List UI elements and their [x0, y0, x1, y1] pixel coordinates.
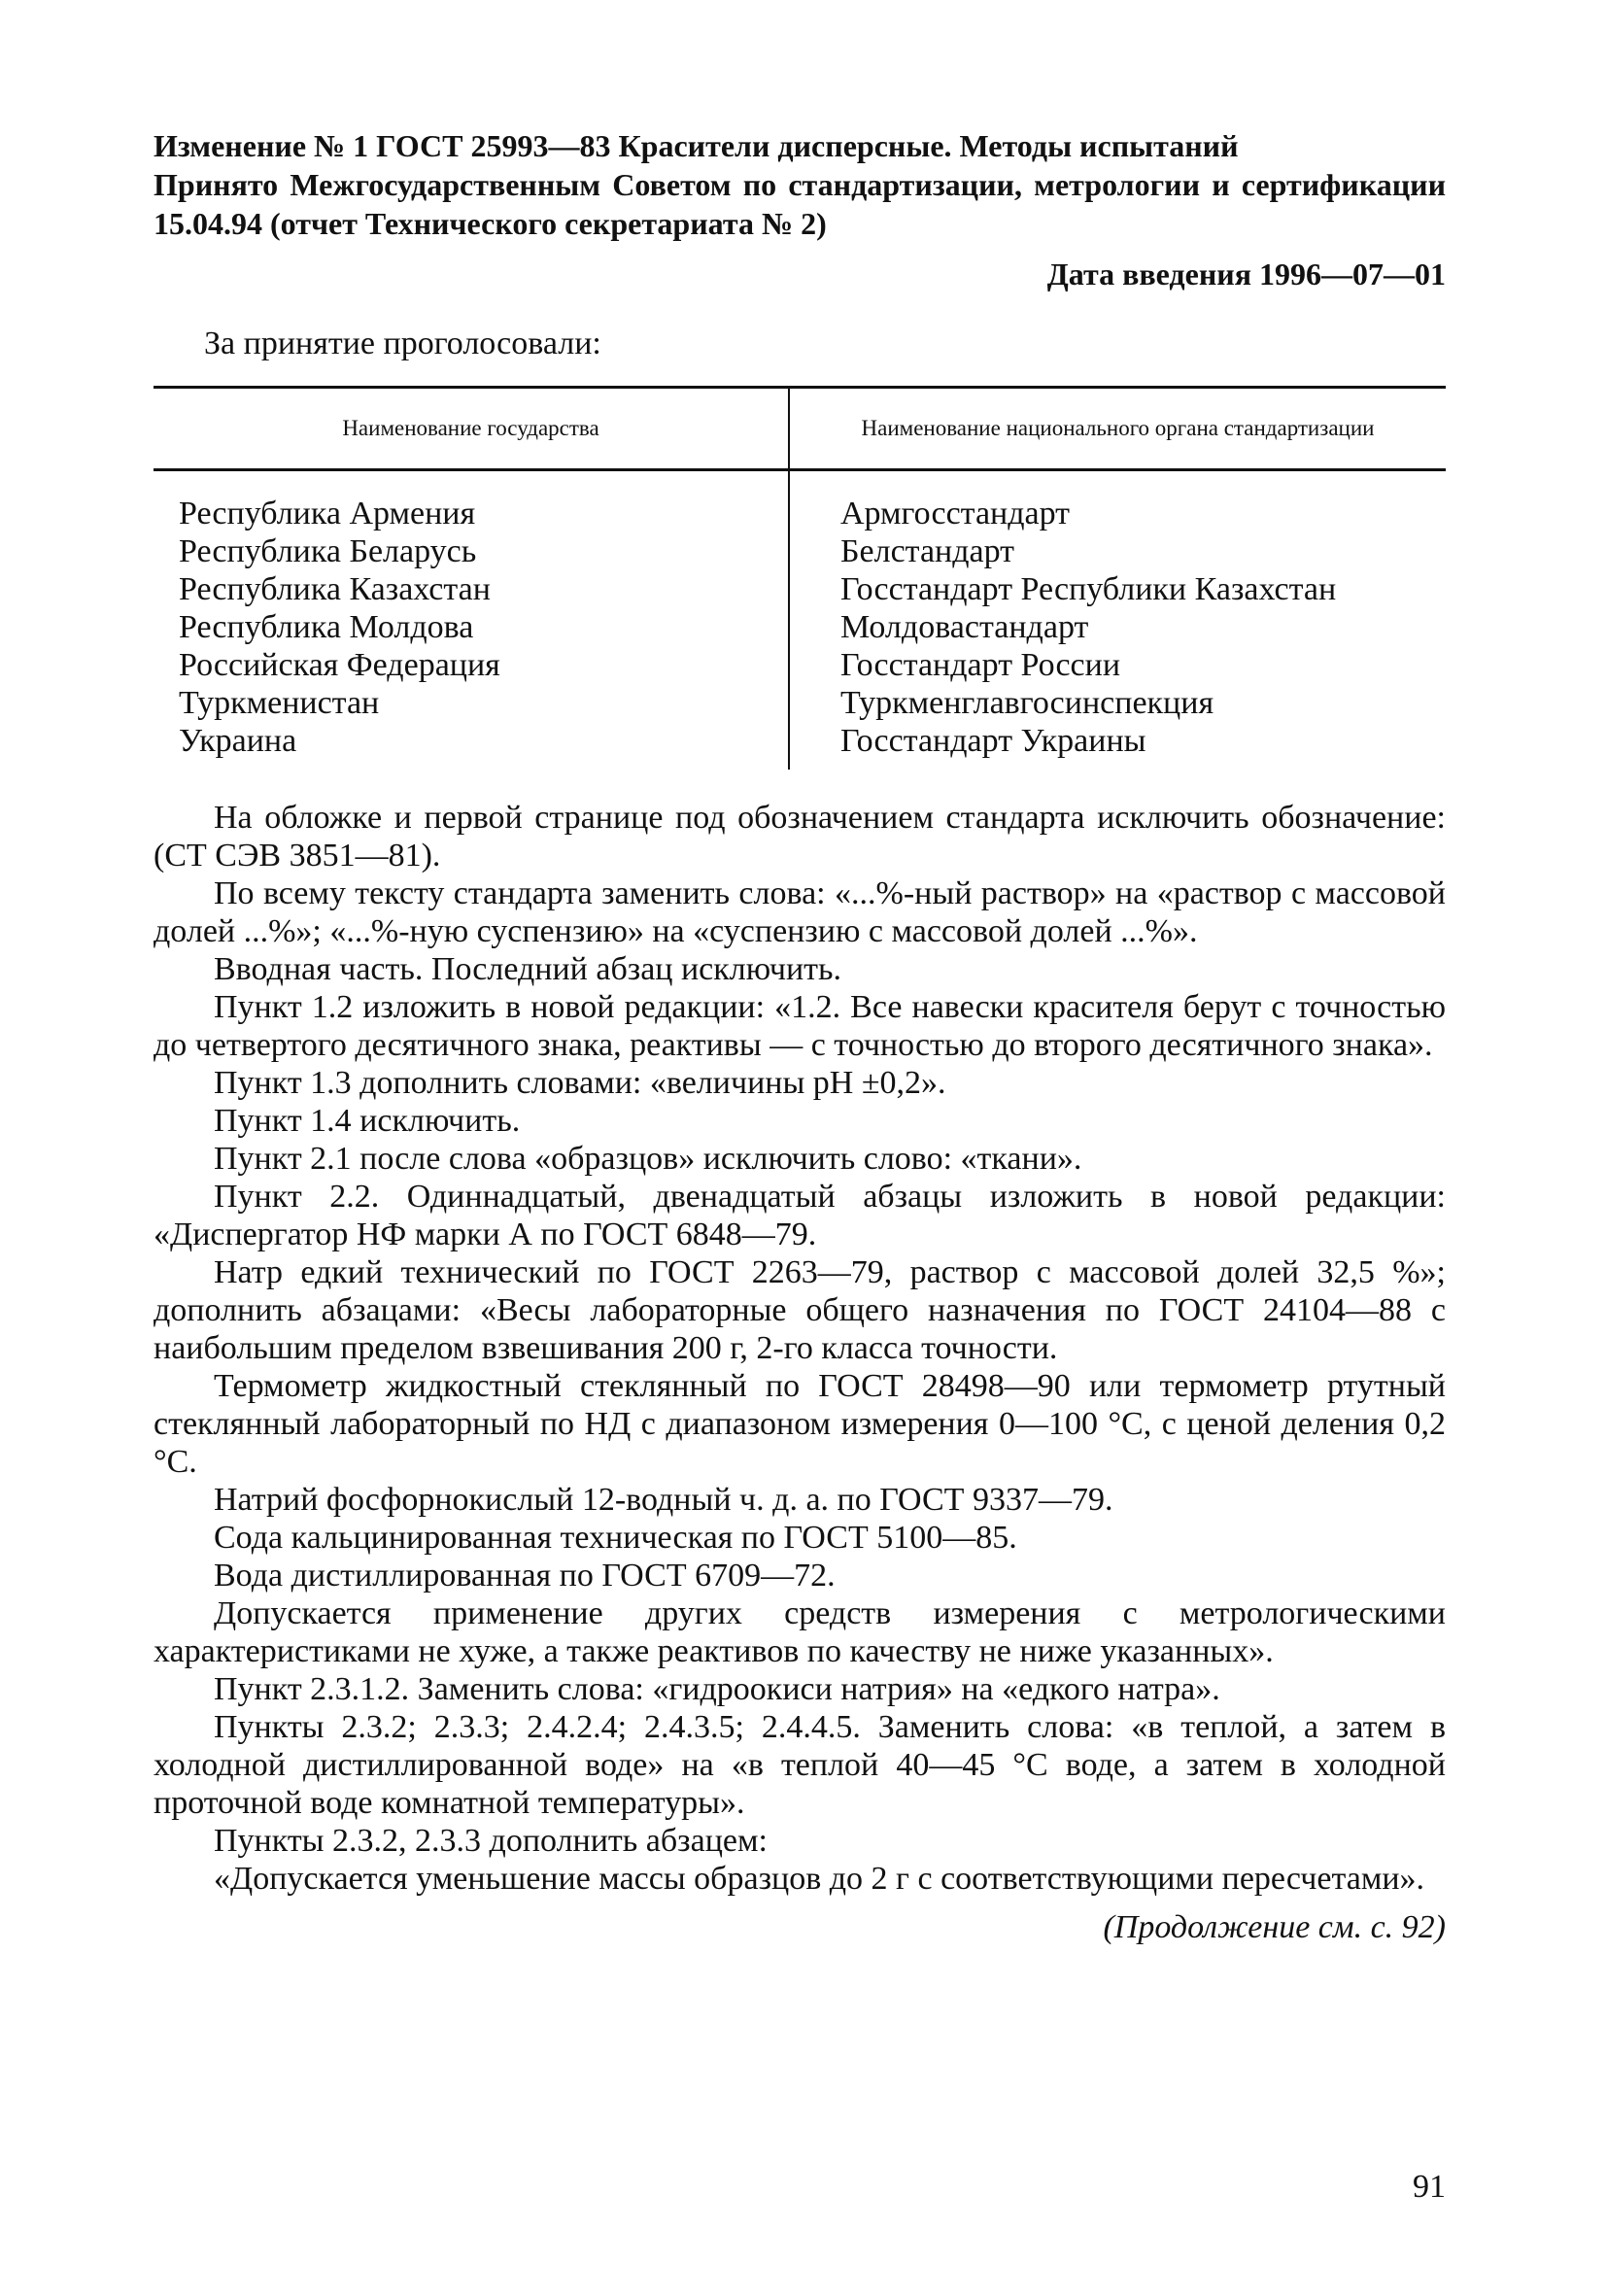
state-cell: Республика Казахстан [154, 570, 789, 608]
state-cell: Украина [154, 722, 789, 770]
paragraph: Допускается применение других средств измерения с метрологическими характеристиками не хуже, а также реактивов по качеству не ниже указанных». [154, 1595, 1446, 1669]
paragraph: Пункт 1.4 исключить. [214, 1103, 521, 1139]
paragraph: Вводная часть. Последний абзац исключить. [214, 951, 842, 987]
table-row [154, 646, 1446, 684]
table-row [154, 722, 1446, 770]
table-row [154, 684, 1446, 722]
body-cell: Молдовастандарт [840, 609, 1089, 645]
body-cell: Госстандарт Республики Казахстан [840, 571, 1337, 607]
paragraph: Термометр жидкостный стеклянный по ГОСТ 28498—90 или термометр ртутный стеклянный лабораторный по НД с диапазоном измерения 0—100 °С, с ценой деления 0,2 °С. [154, 1368, 1446, 1480]
paragraph: Пункт 2.2. Одиннадцатый, двенадцатый абзацы изложить в новой редакции: «Диспергатор НФ марки А по ГОСТ 6848—79. [154, 1179, 1446, 1252]
state-cell: Республика Молдова [154, 608, 789, 646]
paragraph: «Допускается уменьшение массы образцов до 2 г с соответствующими пересчетами». [214, 1861, 1425, 1897]
paragraph: Сода кальцинированная техническая по ГОСТ 5100—85. [214, 1520, 1017, 1556]
state-cell: Республика Армения [154, 470, 789, 533]
paragraph: Пункт 2.3.1.2. Заменить слова: «гидроокиси натрия» на «едкого натра». [214, 1671, 1220, 1707]
body-cell: Белстандарт [840, 533, 1015, 569]
paragraph: Пункт 2.1 после слова «образцов» исключить слово: «ткани». [214, 1141, 1082, 1177]
body-cell: Госстандарт России [840, 647, 1121, 683]
amendment-body [154, 799, 1446, 1898]
voted-label: За принятие проголосовали: [204, 326, 601, 361]
state-cell: Российская Федерация [154, 646, 789, 684]
body-cell: Госстандарт Украины [840, 723, 1146, 759]
amendment-title: Изменение № 1 ГОСТ 25993—83 Красители дисперсные. Методы испытаний [154, 128, 1239, 163]
paragraph: Пункты 2.3.2, 2.3.3 дополнить абзацем: [214, 1823, 768, 1859]
page-number: 91 [1413, 2169, 1446, 2205]
paragraph: Пункты 2.3.2; 2.3.3; 2.4.2.4; 2.4.3.5; 2.4.4.5. Заменить слова: «в теплой, а затем в холодной дистиллированной воде» на «в теплой 40—45 °С воде, а затем в холодной проточной воде комнатной температуры». [154, 1709, 1446, 1821]
adoption-note: Принято Межгосударственным Советом по стандартизации, метрологии и сертификации 15.04.94 (отчет Технического секретариата № 2) [154, 167, 1446, 241]
body-cell: Армгосстандарт [840, 496, 1071, 531]
paragraph: Натрий фосфорнокислый 12-водный ч. д. а. по ГОСТ 9337—79. [214, 1482, 1113, 1518]
paragraph: Натр едкий технический по ГОСТ 2263—79, раствор с массовой долей 32,5 %»; дополнить абзацами: «Весы лабораторные общего назначения по ГОСТ 24104—88 с наибольшим пределом взвешивания 200 г, 2-го класса точности. [154, 1254, 1446, 1366]
paragraph: Вода дистиллированная по ГОСТ 6709—72. [214, 1558, 836, 1593]
table-header-row [154, 388, 1446, 470]
col-header-state: Наименование государства [154, 388, 789, 470]
table-row [154, 570, 1446, 608]
effective-date: Дата введения 1996—07—01 [1046, 257, 1446, 291]
table-row [154, 532, 1446, 570]
paragraph: Пункт 1.3 дополнить словами: «величины pH ±0,2». [214, 1065, 946, 1101]
paragraph: По всему тексту стандарта заменить слова: «...%-ный раствор» на «раствор с массовой долей ...%»; «...%-ную суспензию» на «суспензию с массовой долей ...%». [154, 875, 1446, 949]
table-row [154, 608, 1446, 646]
body-cell: Туркменглавгосинспекция [840, 685, 1214, 721]
document-page [154, 126, 1446, 1946]
state-cell: Республика Беларусь [154, 532, 789, 570]
continuation-note: (Продолжение см. с. 92) [1103, 1909, 1446, 1945]
paragraph: На обложке и первой странице под обозначением стандарта исключить обозначение: (СТ СЭВ 3851—81). [154, 800, 1446, 874]
table-row [154, 470, 1446, 533]
state-cell: Туркменистан [154, 684, 789, 722]
paragraph: Пункт 1.2 изложить в новой редакции: «1.2. Все навески красителя берут с точностью до четвертого десятичного знака, реактивы — с точностью до второго десятичного знака». [154, 989, 1446, 1063]
col-header-body: Наименование национального органа стандартизации [789, 388, 1446, 470]
voting-table [154, 386, 1446, 770]
